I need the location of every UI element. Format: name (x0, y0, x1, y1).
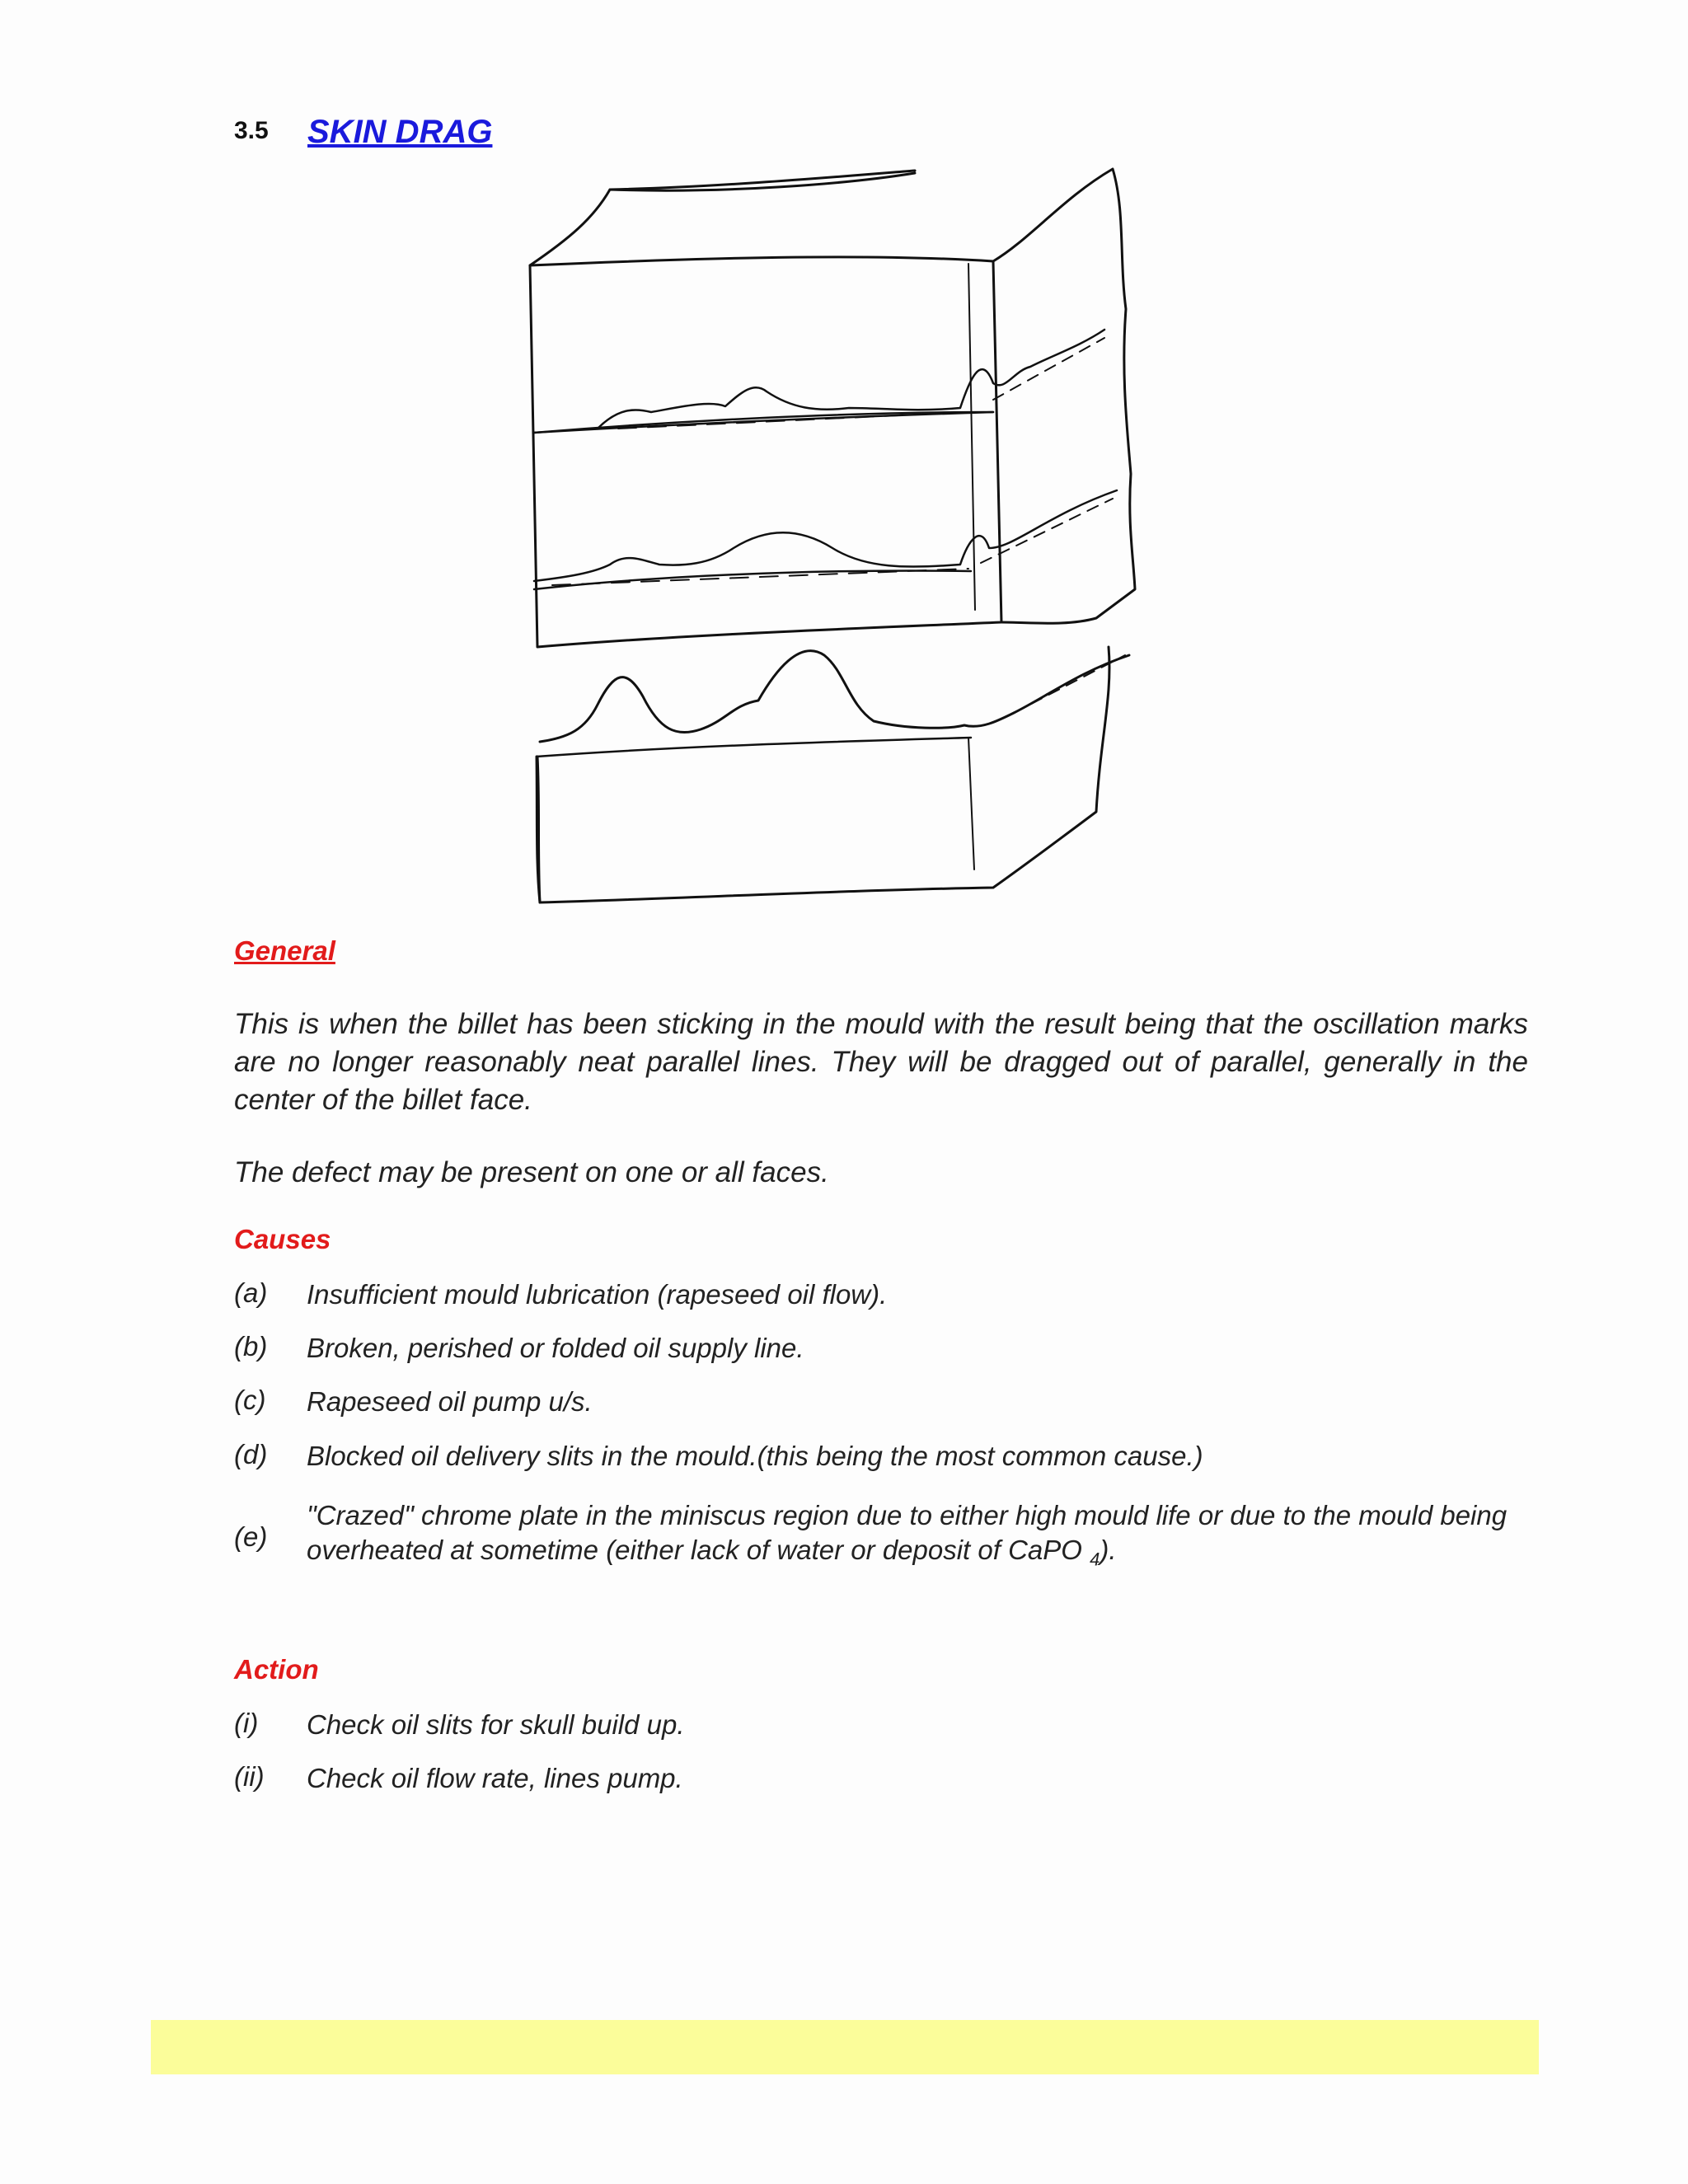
billet-top-face (530, 173, 915, 265)
cause-text: Blocked oil delivery slits in the mould.(this being the most common cause.) (307, 1441, 1203, 1471)
cause-label: (d) (234, 1439, 268, 1469)
billet-bottom-edge (537, 647, 1109, 902)
cause-label: (a) (234, 1277, 268, 1308)
general-heading: General (234, 935, 335, 966)
general-paragraph-2: The defect may be present on one or all faces. (234, 1156, 829, 1188)
section-heading (234, 114, 493, 163)
billet-skin-drag-sketch-icon (519, 161, 1228, 935)
cause-label: (b) (234, 1331, 268, 1361)
cause-text: Rapeseed oil pump u/s. (307, 1386, 593, 1417)
footer-highlight-band (151, 2020, 1539, 2074)
cause-text: "Crazed" chrome plate in the miniscus region due to either high mould life or due to the mould being overheated at sometime (either lack of water or deposit of CaPO $_4$). (307, 1500, 1507, 1570)
action-label: (i) (234, 1708, 259, 1738)
cause-label: (e) (234, 1521, 268, 1552)
general-paragraph-1: This is when the billet has been sticking in the mould with the result being that the oscillation marks are no longer reasonably neat parallel lines. They will be dragged out of parallel, generally in the center of the billet face. (234, 1008, 1528, 1116)
causes-heading: Causes (234, 1224, 331, 1254)
action-label: (ii) (234, 1761, 265, 1792)
cause-text: Insufficient mould lubrication (rapeseed oil flow). (307, 1279, 888, 1310)
cause-label: (c) (234, 1385, 266, 1415)
section-number: 3.5 (234, 117, 269, 144)
action-text: Check oil slits for skull build up. (307, 1709, 685, 1740)
billet-side-face (993, 169, 1135, 623)
cause-text: Broken, perished or folded oil supply line. (307, 1333, 804, 1363)
action-heading: Action (234, 1654, 319, 1685)
section-title: SKIN DRAG (307, 114, 493, 150)
oscillation-mark-3 (540, 651, 1129, 742)
oscillation-mark-2 (534, 490, 1117, 581)
action-text: Check oil flow rate, lines pump. (307, 1763, 683, 1793)
